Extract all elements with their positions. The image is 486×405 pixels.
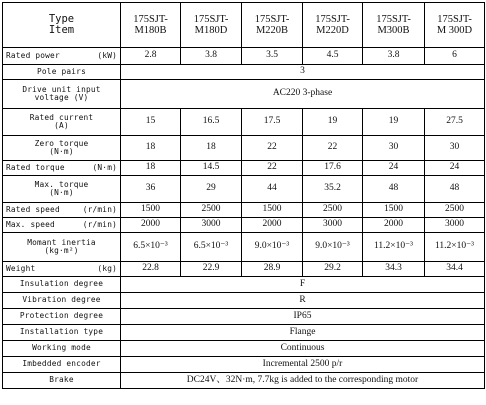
- row-label-text: Rated torque: [6, 162, 65, 172]
- row-label-unit: (N·m): [92, 162, 117, 172]
- table-row: [3, 161, 485, 176]
- row-label-text: Zero torque: [34, 138, 89, 148]
- row-label: [3, 176, 121, 203]
- value-cell: 29: [181, 176, 242, 203]
- spanned-value: AC220 3-phase: [121, 80, 485, 109]
- value-cell: 1500: [121, 203, 181, 218]
- value-cell: 18: [121, 136, 181, 161]
- value-cell: 2000: [121, 218, 181, 233]
- value-cell: 34.3: [363, 262, 425, 277]
- header-row: [3, 3, 485, 48]
- value-cell: 18: [121, 161, 181, 176]
- table-row: [3, 277, 485, 293]
- spanned-value: Continuous: [121, 341, 485, 357]
- row-label: [3, 136, 121, 161]
- table-row: [3, 218, 485, 233]
- row-label-text: Protection degree: [19, 311, 104, 321]
- value-cell: 48: [363, 176, 425, 203]
- row-label-unit: (kW): [97, 50, 117, 60]
- row-label-text: Brake: [49, 375, 74, 385]
- value-cell: 2500: [181, 203, 242, 218]
- value-cell: 15: [121, 109, 181, 136]
- row-label: [3, 262, 121, 277]
- value-cell: 35.2: [303, 176, 363, 203]
- row-label: [3, 203, 121, 218]
- row-label-text: Drive unit input: [22, 84, 101, 94]
- row-label: [3, 293, 121, 309]
- row-label-text: Rated current: [29, 112, 94, 122]
- value-cell: 9.0×10⁻³: [303, 233, 363, 262]
- value-cell: 19: [363, 109, 425, 136]
- spanned-value: IP65: [121, 309, 485, 325]
- row-label-text: Working mode: [32, 343, 91, 353]
- type-item-header: Type Item: [3, 3, 121, 48]
- row-label-text: Rated power: [6, 50, 60, 60]
- row-label-split: [4, 265, 119, 273]
- row-label-text: (kg·m²): [44, 246, 79, 255]
- value-cell: 34.4: [425, 262, 485, 277]
- spanned-value: Incremental 2500 p/r: [121, 357, 485, 373]
- value-cell: 19: [303, 109, 363, 136]
- value-cell: 2500: [303, 203, 363, 218]
- table-row: [3, 109, 485, 136]
- row-label-text: Max. speed: [6, 219, 55, 229]
- table-row: [3, 65, 485, 80]
- value-cell: 6: [425, 48, 485, 65]
- row-label: [3, 357, 121, 373]
- table-row: [3, 357, 485, 373]
- value-cell: 24: [425, 161, 485, 176]
- table-row: [3, 176, 485, 203]
- value-cell: 2000: [363, 218, 425, 233]
- table-row: [3, 262, 485, 277]
- row-label: [3, 48, 121, 65]
- row-label-text: voltage (V): [34, 93, 89, 102]
- value-cell: 28.9: [242, 262, 303, 277]
- spanned-value: 3: [121, 65, 485, 80]
- model-header-4: 175SJT- M220D: [303, 3, 363, 48]
- row-label: [3, 277, 121, 293]
- row-label-text: Installation type: [19, 327, 104, 337]
- model-header-2: 175SJT- M180D: [181, 3, 242, 48]
- row-label-text: Vibration degree: [22, 295, 101, 305]
- spanned-value: R: [121, 293, 485, 309]
- row-label-split: [4, 221, 119, 229]
- row-label-text: Insulation degree: [19, 279, 104, 289]
- value-cell: 27.5: [425, 109, 485, 136]
- value-cell: 29.2: [303, 262, 363, 277]
- value-cell: 2000: [242, 218, 303, 233]
- motor-spec-table: [2, 2, 485, 389]
- value-cell: 3.5: [242, 48, 303, 65]
- row-label: [3, 233, 121, 262]
- value-cell: 22: [242, 136, 303, 161]
- spanned-value: DC24V、32N·m, 7.7kg is added to the corresponding motor: [121, 373, 485, 389]
- table-row: [3, 325, 485, 341]
- table-row: [3, 203, 485, 218]
- table-row: [3, 309, 485, 325]
- row-label: [3, 325, 121, 341]
- row-label-text: (A): [54, 121, 69, 130]
- row-label-text: Weight: [6, 263, 36, 273]
- row-label-split: [4, 164, 119, 172]
- spanned-value: Flange: [121, 325, 485, 341]
- row-label-text: Rated speed: [6, 204, 60, 214]
- row-label-split: [4, 206, 119, 214]
- model-header-5: 175SJT- M300B: [363, 3, 425, 48]
- model-header-6: 175SJT- M 300D: [425, 3, 485, 48]
- value-cell: 3.8: [363, 48, 425, 65]
- row-label: [3, 218, 121, 233]
- table-row: [3, 341, 485, 357]
- table-row: [3, 80, 485, 109]
- value-cell: 17.5: [242, 109, 303, 136]
- value-cell: 16.5: [181, 109, 242, 136]
- row-label: [3, 80, 121, 109]
- spanned-value: F: [121, 277, 485, 293]
- row-label-split: [4, 52, 119, 60]
- row-label-text: (N·m): [49, 147, 74, 156]
- value-cell: 14.5: [181, 161, 242, 176]
- value-cell: 3000: [303, 218, 363, 233]
- row-label-unit: (kg): [97, 263, 117, 273]
- row-label-unit: (r/min): [82, 204, 117, 214]
- row-label-text: (N·m): [49, 188, 74, 197]
- row-label-text: Pole pairs: [37, 66, 86, 76]
- row-label-text: Momant inertia: [27, 237, 96, 247]
- table-row: [3, 136, 485, 161]
- table-row: [3, 293, 485, 309]
- value-cell: 30: [363, 136, 425, 161]
- table-row: [3, 373, 485, 389]
- row-label-unit: (r/min): [82, 219, 117, 229]
- row-label: [3, 109, 121, 136]
- value-cell: 3000: [181, 218, 242, 233]
- table-row: [3, 233, 485, 262]
- value-cell: 4.5: [303, 48, 363, 65]
- value-cell: 22.8: [121, 262, 181, 277]
- value-cell: 6.5×10⁻³: [181, 233, 242, 262]
- value-cell: 2.8: [121, 48, 181, 65]
- row-label: [3, 373, 121, 389]
- value-cell: 3000: [425, 218, 485, 233]
- value-cell: 22: [303, 136, 363, 161]
- value-cell: 48: [425, 176, 485, 203]
- row-label: [3, 65, 121, 80]
- value-cell: 6.5×10⁻³: [121, 233, 181, 262]
- value-cell: 22.9: [181, 262, 242, 277]
- table-row: [3, 48, 485, 65]
- value-cell: 24: [363, 161, 425, 176]
- value-cell: 44: [242, 176, 303, 203]
- row-label: [3, 161, 121, 176]
- value-cell: 11.2×10⁻³: [363, 233, 425, 262]
- value-cell: 9.0×10⁻³: [242, 233, 303, 262]
- row-label: [3, 341, 121, 357]
- value-cell: 36: [121, 176, 181, 203]
- value-cell: 11.2×10⁻³: [425, 233, 485, 262]
- row-label-text: Max. torque: [34, 179, 89, 189]
- value-cell: 1500: [363, 203, 425, 218]
- model-header-3: 175SJT- M220B: [242, 3, 303, 48]
- value-cell: 18: [181, 136, 242, 161]
- row-label-text: Imbedded encoder: [22, 359, 101, 369]
- value-cell: 1500: [242, 203, 303, 218]
- model-header-1: 175SJT- M180B: [121, 3, 181, 48]
- value-cell: 17.6: [303, 161, 363, 176]
- value-cell: 30: [425, 136, 485, 161]
- value-cell: 3.8: [181, 48, 242, 65]
- value-cell: 22: [242, 161, 303, 176]
- value-cell: 2500: [425, 203, 485, 218]
- row-label: [3, 309, 121, 325]
